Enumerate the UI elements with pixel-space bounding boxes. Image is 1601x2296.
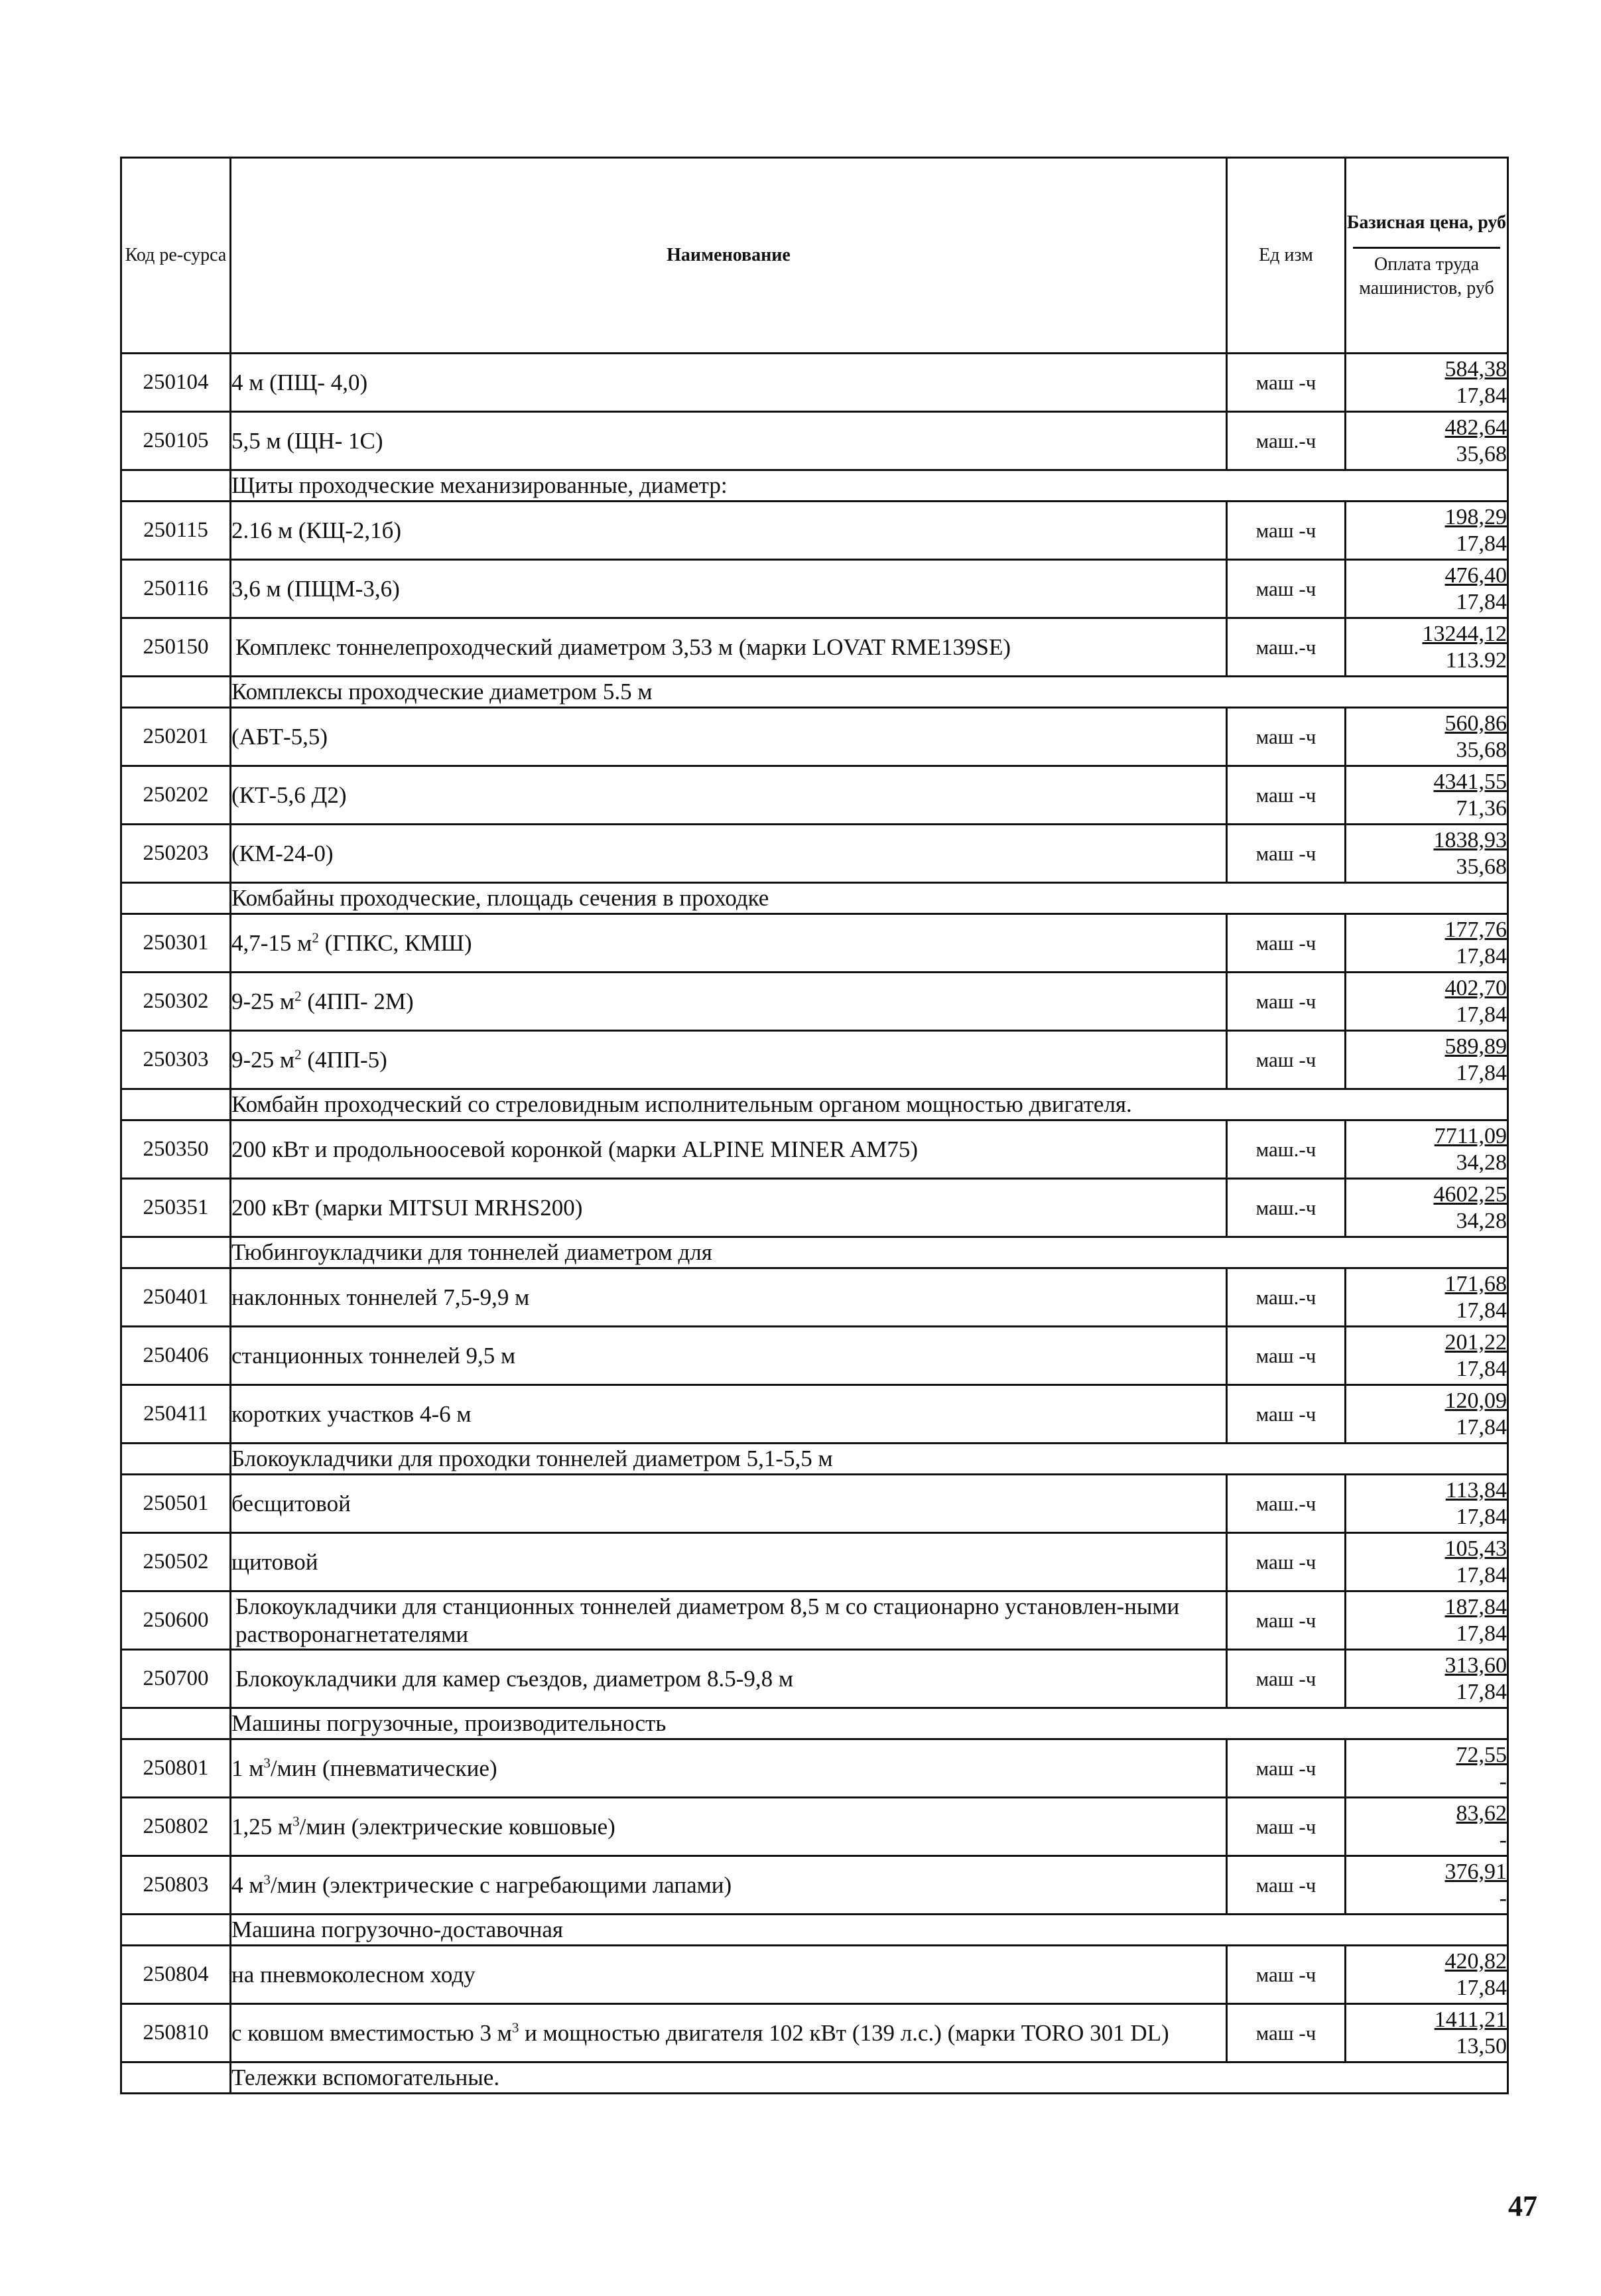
price-cell (1346, 766, 1508, 825)
operator-pay: - (1499, 1827, 1507, 1852)
unit-of-measure: маш.-ч (1227, 1475, 1346, 1533)
resource-name-text: /мин (электрические с нагребающими лапами) (270, 1871, 732, 1898)
resource-name-text: /мин (пневматические) (270, 1755, 497, 1781)
group-heading: Комплексы проходческие диаметром 5.5 м (231, 677, 1508, 708)
operator-pay: 13,50 (1456, 2033, 1507, 2059)
resource-code: 250406 (121, 1327, 231, 1385)
resource-code: 250501 (121, 1475, 231, 1533)
group-heading: Машины погрузочные, производительность (231, 1708, 1508, 1739)
operator-pay: 17,84 (1456, 1679, 1507, 1704)
resource-code: 250105 (121, 412, 231, 470)
resource-name: щитовой (231, 1533, 1227, 1591)
unit-of-measure: маш -ч (1227, 825, 1346, 883)
resource-code: 250350 (121, 1120, 231, 1179)
base-price: 589,89 (1444, 1034, 1507, 1059)
price-cell (1346, 1031, 1508, 1089)
unit-of-measure: маш -ч (1227, 914, 1346, 973)
resource-name-text: (4ПП-5) (301, 1046, 387, 1073)
table-row (121, 1533, 1508, 1591)
price-cell (1346, 1856, 1508, 1915)
resource-name: коротких участков 4-6 м (231, 1385, 1227, 1444)
resource-name: 2.16 м (КЩ-2,1б) (231, 502, 1227, 560)
group-code-cell (121, 677, 231, 708)
resource-code: 250803 (121, 1856, 231, 1915)
price-cell (1346, 618, 1508, 677)
resource-code: 250150 (121, 618, 231, 677)
unit-of-measure: маш -ч (1227, 1650, 1346, 1708)
price-cell (1346, 1533, 1508, 1591)
group-heading-row (121, 1444, 1508, 1475)
base-price: 482,64 (1444, 415, 1507, 440)
base-price: 105,43 (1444, 1536, 1507, 1561)
base-price: 201,22 (1444, 1329, 1507, 1355)
group-heading: Комбайны проходческие, площадь сечения в проходке (231, 883, 1508, 914)
base-price: 402,70 (1444, 975, 1507, 1000)
table-row (121, 1946, 1508, 2004)
unit-of-measure: маш -ч (1227, 1739, 1346, 1798)
resource-name: Блокоукладчики для камер съездов, диаметром 8.5-9,8 м (231, 1650, 1227, 1708)
table-row (121, 2004, 1508, 2062)
group-heading: Блокоукладчики для проходки тоннелей диаметром 5,1-5,5 м (231, 1444, 1508, 1475)
resource-name: станционных тоннелей 9,5 м (231, 1327, 1227, 1385)
base-price: 120,09 (1444, 1388, 1507, 1413)
unit-of-measure: маш -ч (1227, 1533, 1346, 1591)
unit-of-measure: маш.-ч (1227, 618, 1346, 677)
operator-pay: 34,28 (1456, 1150, 1507, 1175)
group-code-cell (121, 883, 231, 914)
table-row (121, 1327, 1508, 1385)
price-cell (1346, 1946, 1508, 2004)
operator-pay: - (1499, 1769, 1507, 1794)
price-cell (1346, 1120, 1508, 1179)
unit-of-measure: маш -ч (1227, 354, 1346, 412)
unit-of-measure: маш -ч (1227, 1856, 1346, 1915)
resource-name: (КТ-5,6 Д2) (231, 766, 1227, 825)
table-row (121, 1120, 1508, 1179)
base-price: 4602,25 (1433, 1182, 1507, 1207)
group-code-cell (121, 1089, 231, 1120)
table-body (121, 354, 1508, 2094)
base-price: 1411,21 (1434, 2007, 1507, 2032)
resource-name-text: и мощностью двигателя 102 кВт (139 л.с.) (марки TORO 301 DL) (519, 2019, 1169, 2046)
price-cell (1346, 1798, 1508, 1856)
resource-name-text: 1,25 м (231, 1813, 293, 1840)
resource-code: 250700 (121, 1650, 231, 1708)
operator-pay: 17,84 (1456, 943, 1507, 969)
resource-name-superscript: 2 (294, 987, 302, 1004)
operator-pay: 35,68 (1456, 854, 1507, 879)
resource-name: 200 кВт (марки MITSUI MRHS200) (231, 1179, 1227, 1237)
table-row (121, 1650, 1508, 1708)
resource-code: 250804 (121, 1946, 231, 2004)
price-cell (1346, 708, 1508, 766)
base-price: 420,82 (1444, 1948, 1507, 1974)
base-price: 72,55 (1456, 1742, 1507, 1767)
base-price: 7711,09 (1434, 1123, 1507, 1148)
group-heading: Машина погрузочно-доставочная (231, 1915, 1508, 1946)
price-cell (1346, 1475, 1508, 1533)
resource-code: 250351 (121, 1179, 231, 1237)
base-price: 177,76 (1444, 917, 1507, 942)
base-price: 198,29 (1444, 504, 1507, 529)
resource-name-superscript: 3 (263, 1754, 271, 1771)
table-row (121, 1031, 1508, 1089)
resource-code: 250104 (121, 354, 231, 412)
group-heading-row (121, 1089, 1508, 1120)
table-row (121, 1385, 1508, 1444)
table-row (121, 1475, 1508, 1533)
header-name: Наименование (231, 158, 1227, 354)
table-header-row (121, 158, 1508, 354)
resource-code: 250502 (121, 1533, 231, 1591)
resource-code: 250115 (121, 502, 231, 560)
unit-of-measure: маш.-ч (1227, 1179, 1346, 1237)
operator-pay: 17,84 (1456, 1621, 1507, 1646)
resource-name-superscript: 3 (263, 1871, 271, 1887)
resource-price-table (120, 157, 1509, 2094)
operator-pay: 17,84 (1456, 1060, 1507, 1085)
price-cell (1346, 560, 1508, 618)
price-cell (1346, 502, 1508, 560)
group-heading-row (121, 1915, 1508, 1946)
base-price: 13244,12 (1422, 621, 1507, 646)
resource-name (231, 2004, 1227, 2062)
resource-name-text: (4ПП- 2М) (301, 988, 414, 1014)
operator-pay: 113.92 (1445, 647, 1507, 673)
unit-of-measure: маш -ч (1227, 1031, 1346, 1089)
table-row (121, 560, 1508, 618)
header-base-price: Базисная цена, руб (1346, 212, 1507, 233)
unit-of-measure: маш -ч (1227, 1385, 1346, 1444)
unit-of-measure: маш -ч (1227, 502, 1346, 560)
header-code: Код ре-сурса (121, 158, 231, 354)
table-row (121, 1591, 1508, 1650)
operator-pay: 71,36 (1456, 795, 1507, 821)
resource-name: 5,5 м (ЩН- 1С) (231, 412, 1227, 470)
group-code-cell (121, 1444, 231, 1475)
unit-of-measure: маш -ч (1227, 1327, 1346, 1385)
price-cell (1346, 1179, 1508, 1237)
base-price: 1838,93 (1433, 827, 1507, 852)
operator-pay: 17,84 (1456, 1002, 1507, 1027)
base-price: 584,38 (1444, 356, 1507, 381)
resource-code: 250301 (121, 914, 231, 973)
table-row (121, 766, 1508, 825)
resource-name: наклонных тоннелей 7,5-9,9 м (231, 1268, 1227, 1327)
unit-of-measure: маш.-ч (1227, 1120, 1346, 1179)
group-heading: Щиты проходческие механизированные, диаметр: (231, 470, 1508, 502)
operator-pay: 35,68 (1456, 441, 1507, 466)
group-heading: Комбайн проходческий со стреловидным исполнительным органом мощностью двигателя. (231, 1089, 1508, 1120)
page-number: 47 (1508, 2190, 1537, 2222)
base-price: 560,86 (1444, 710, 1507, 736)
resource-name-text: 9-25 м (231, 1046, 295, 1073)
price-cell (1346, 412, 1508, 470)
resource-name (231, 1856, 1227, 1915)
resource-code: 250401 (121, 1268, 231, 1327)
resource-code: 250411 (121, 1385, 231, 1444)
resource-name: Блокоукладчики для станционных тоннелей диаметром 8,5 м со стационарно установлен-ными растворонагнетателями (231, 1591, 1227, 1650)
operator-pay: 17,84 (1456, 1975, 1507, 2000)
price-cell (1346, 1739, 1508, 1798)
unit-of-measure: маш -ч (1227, 1946, 1346, 2004)
resource-name-text: /мин (электрические ковшовые) (299, 1813, 615, 1840)
operator-pay: 17,84 (1456, 589, 1507, 614)
table-row (121, 914, 1508, 973)
operator-pay: 17,84 (1456, 1298, 1507, 1323)
resource-name-superscript: 2 (294, 1046, 302, 1062)
group-heading-row (121, 470, 1508, 502)
resource-name (231, 973, 1227, 1031)
base-price: 113,84 (1445, 1477, 1507, 1503)
unit-of-measure: маш -ч (1227, 708, 1346, 766)
resource-name-text: 4,7-15 м (231, 929, 312, 956)
group-heading-row (121, 677, 1508, 708)
price-cell (1346, 825, 1508, 883)
resource-code: 250810 (121, 2004, 231, 2062)
resource-name: 4 м (ПЩ- 4,0) (231, 354, 1227, 412)
group-heading-row (121, 883, 1508, 914)
group-heading-row (121, 1708, 1508, 1739)
price-cell (1346, 1268, 1508, 1327)
table-row (121, 1798, 1508, 1856)
group-heading-row (121, 1237, 1508, 1268)
resource-name: 3,6 м (ПЩМ-3,6) (231, 560, 1227, 618)
resource-code: 250802 (121, 1798, 231, 1856)
unit-of-measure: маш -ч (1227, 2004, 1346, 2062)
operator-pay: 35,68 (1456, 737, 1507, 762)
operator-pay: - (1499, 1885, 1507, 1911)
resource-name (231, 914, 1227, 973)
price-cell (1346, 973, 1508, 1031)
resource-code: 250801 (121, 1739, 231, 1798)
operator-pay: 17,84 (1456, 1356, 1507, 1381)
unit-of-measure: маш -ч (1227, 1798, 1346, 1856)
base-price: 4341,55 (1433, 769, 1507, 794)
base-price: 376,91 (1444, 1859, 1507, 1884)
unit-of-measure: маш -ч (1227, 560, 1346, 618)
group-code-cell (121, 1915, 231, 1946)
base-price: 476,40 (1444, 563, 1507, 588)
group-code-cell (121, 470, 231, 502)
resource-name: на пневмоколесном ходу (231, 1946, 1227, 2004)
table-row (121, 708, 1508, 766)
header-operator-pay: Оплата труда машинистов, руб (1353, 247, 1500, 301)
group-code-cell (121, 1237, 231, 1268)
resource-name-superscript: 3 (292, 1812, 300, 1829)
table-row (121, 412, 1508, 470)
group-heading: Тюбингоукладчики для тоннелей диаметром для (231, 1237, 1508, 1268)
operator-pay: 17,84 (1456, 1504, 1507, 1529)
resource-name-text: с ковшом вместимостью 3 м (231, 2019, 512, 2046)
table-row (121, 1179, 1508, 1237)
resource-code: 250201 (121, 708, 231, 766)
unit-of-measure: маш.-ч (1227, 412, 1346, 470)
resource-name: бесщитовой (231, 1475, 1227, 1533)
resource-code: 250302 (121, 973, 231, 1031)
resource-name-text: (ГПКС, КМШ) (318, 929, 472, 956)
resource-name (231, 1739, 1227, 1798)
table-row (121, 502, 1508, 560)
header-unit: Ед изм (1227, 158, 1346, 354)
price-cell (1346, 2004, 1508, 2062)
unit-of-measure: маш -ч (1227, 973, 1346, 1031)
price-cell (1346, 1650, 1508, 1708)
group-heading: Тележки вспомогательные. (231, 2062, 1508, 2094)
resource-code: 250203 (121, 825, 231, 883)
unit-of-measure: маш.-ч (1227, 1268, 1346, 1327)
resource-code: 250303 (121, 1031, 231, 1089)
unit-of-measure: маш -ч (1227, 1591, 1346, 1650)
resource-name (231, 1031, 1227, 1089)
unit-of-measure: маш -ч (1227, 766, 1346, 825)
resource-name-superscript: 2 (312, 929, 319, 945)
price-cell (1346, 1591, 1508, 1650)
resource-code: 250202 (121, 766, 231, 825)
table-row (121, 973, 1508, 1031)
group-code-cell (121, 1708, 231, 1739)
base-price: 187,84 (1444, 1594, 1507, 1619)
resource-name-text: 9-25 м (231, 988, 295, 1014)
operator-pay: 17,84 (1456, 1414, 1507, 1440)
base-price: 313,60 (1444, 1653, 1507, 1678)
base-price: 171,68 (1444, 1271, 1507, 1296)
table-row (121, 1268, 1508, 1327)
price-cell (1346, 914, 1508, 973)
table-row (121, 354, 1508, 412)
resource-name-text: 4 м (231, 1871, 264, 1898)
resource-code: 250600 (121, 1591, 231, 1650)
group-code-cell (121, 2062, 231, 2094)
resource-name (231, 1798, 1227, 1856)
price-cell (1346, 1327, 1508, 1385)
resource-name: Комплекс тоннелепроходческий диаметром 3,53 м (марки LOVAT RME139SE) (231, 618, 1227, 677)
operator-pay: 34,28 (1456, 1208, 1507, 1233)
group-heading-row (121, 2062, 1508, 2094)
price-cell (1346, 1385, 1508, 1444)
table-row (121, 825, 1508, 883)
resource-name: (АБТ-5,5) (231, 708, 1227, 766)
operator-pay: 17,84 (1456, 383, 1507, 408)
resource-name: 200 кВт и продольноосевой коронкой (марки ALPINE MINER AM75) (231, 1120, 1227, 1179)
table-row (121, 1739, 1508, 1798)
resource-name-superscript: 3 (511, 2019, 519, 2035)
price-cell (1346, 354, 1508, 412)
resource-name: (КМ-24-0) (231, 825, 1227, 883)
table-row (121, 1856, 1508, 1915)
base-price: 83,62 (1456, 1800, 1507, 1826)
resource-code: 250116 (121, 560, 231, 618)
operator-pay: 17,84 (1456, 531, 1507, 556)
table-row (121, 618, 1508, 677)
header-price (1346, 158, 1508, 354)
operator-pay: 17,84 (1456, 1562, 1507, 1587)
resource-name-text: 1 м (231, 1755, 264, 1781)
